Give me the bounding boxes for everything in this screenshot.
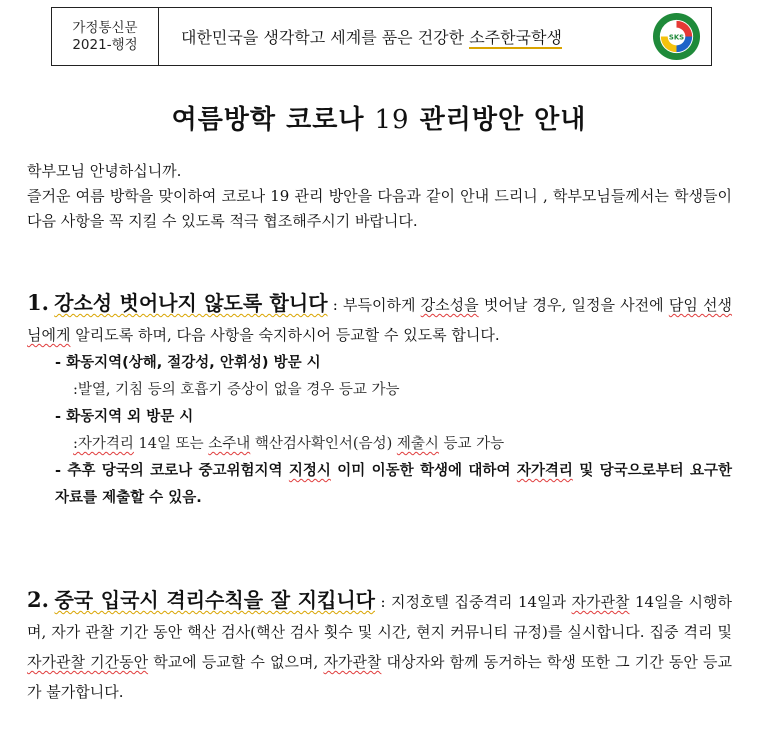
- section-2: [27, 585, 732, 707]
- section-1-number: 1.: [27, 290, 49, 315]
- newsletter-label-box: [52, 8, 159, 65]
- bullet-text: - 화동지역(상해, 절강성, 안휘성) 방문 시: [55, 355, 321, 371]
- intro-paragraph: [27, 159, 732, 234]
- text: 자가관찰: [571, 593, 630, 611]
- text: 핵산검사확인서(음성): [250, 436, 397, 452]
- school-logo-icon: [652, 12, 701, 61]
- section-1-heading: 강소성 벗어나지 않도록 합니다: [54, 291, 328, 315]
- text: 자가관찰: [323, 653, 382, 671]
- bullet-3: [27, 458, 732, 512]
- text: 지정호텔 집중격리 14일과: [391, 593, 572, 611]
- section-1-paragraph: [27, 288, 732, 350]
- text: 대상자와 함께 동거하는 학생 또한 그 기간 동안 등교가 불가합니다.: [27, 653, 732, 701]
- text: 자가격리: [516, 463, 573, 479]
- bullet-2: - 화동지역 외 방문 시: [55, 409, 194, 425]
- bullet-1-detail: :발열, 기침 등의 호흡기 증상이 없을 경우 등교 가능: [73, 382, 400, 398]
- text: 등교 가능: [438, 436, 505, 452]
- text: 자가관찰 기간동안: [27, 653, 149, 671]
- bullet-1: [27, 350, 732, 377]
- text: 14일을 시행하며, 자가 관찰 기간 동안 핵산 검사(핵산 검사 횟수 및 시간, 현지 커뮤니티 규정)를 실시합니다. 집중 격리 및: [27, 593, 733, 641]
- text: 알리도록 하며, 다음 사항을 숙지하시어 등교할 수 있도록 합니다.: [70, 326, 500, 344]
- colon: :: [375, 593, 392, 611]
- school-slogan: [181, 25, 562, 48]
- text: 제출시: [396, 436, 439, 452]
- school-name: 소주한국학생: [469, 28, 562, 47]
- text: 소주내: [208, 436, 251, 452]
- text: 부득이하게: [343, 296, 421, 314]
- greeting: 학부모님 안녕하십니까.: [27, 162, 182, 180]
- text: 및 당국으로부터 요구한 자료를 제출할 수 있음.: [55, 463, 732, 506]
- title-part: 여름방학 코로나: [171, 105, 375, 135]
- school-slogan-box: [159, 8, 711, 65]
- text: 벗어날 경우, 일정을 사전에: [478, 296, 669, 314]
- text: 학교에 등교할 수 없으며,: [148, 653, 324, 671]
- section-2-number: 2.: [27, 587, 49, 612]
- colon: :: [327, 296, 343, 314]
- page-title: [0, 99, 758, 136]
- intro-body: 즐거운 여름 방학을 맞이하여 코로나 19 관리 방안을 다음과 같이 안내 드리니 , 학부모님들께서는 학생들이 다음 사항을 꼭 지킬 수 있도록 적극 협조해주시기 바랍니다.: [27, 187, 732, 230]
- text: :자가격리: [73, 436, 134, 452]
- title-part: 관리방안 안내: [409, 105, 587, 135]
- text: 강소성을: [420, 296, 479, 314]
- logo-text: SKS: [668, 33, 685, 42]
- newsletter-label: 가정통신문: [72, 19, 138, 36]
- text: 14일 또는: [133, 436, 209, 452]
- section-1: [27, 288, 732, 512]
- slogan-text: 대한민국을 생각학고 세계를 품은 건강한: [181, 28, 470, 47]
- title-number: 19: [374, 105, 410, 135]
- bullet-2-detail: [27, 431, 732, 458]
- text: 지정시: [288, 463, 331, 479]
- text: 담임 선생님에게: [27, 296, 733, 344]
- newsletter-header: [51, 7, 712, 66]
- text: - 추후 당국의 코로나 중고위험지역: [55, 463, 289, 479]
- section-2-heading: 중국 입국시 격리수칙을 잘 지킵니다: [54, 588, 375, 612]
- section-2-paragraph: [27, 585, 732, 707]
- text: 이미 이동한 학생에 대하여: [330, 463, 517, 479]
- newsletter-number: 2021-행정: [72, 36, 138, 53]
